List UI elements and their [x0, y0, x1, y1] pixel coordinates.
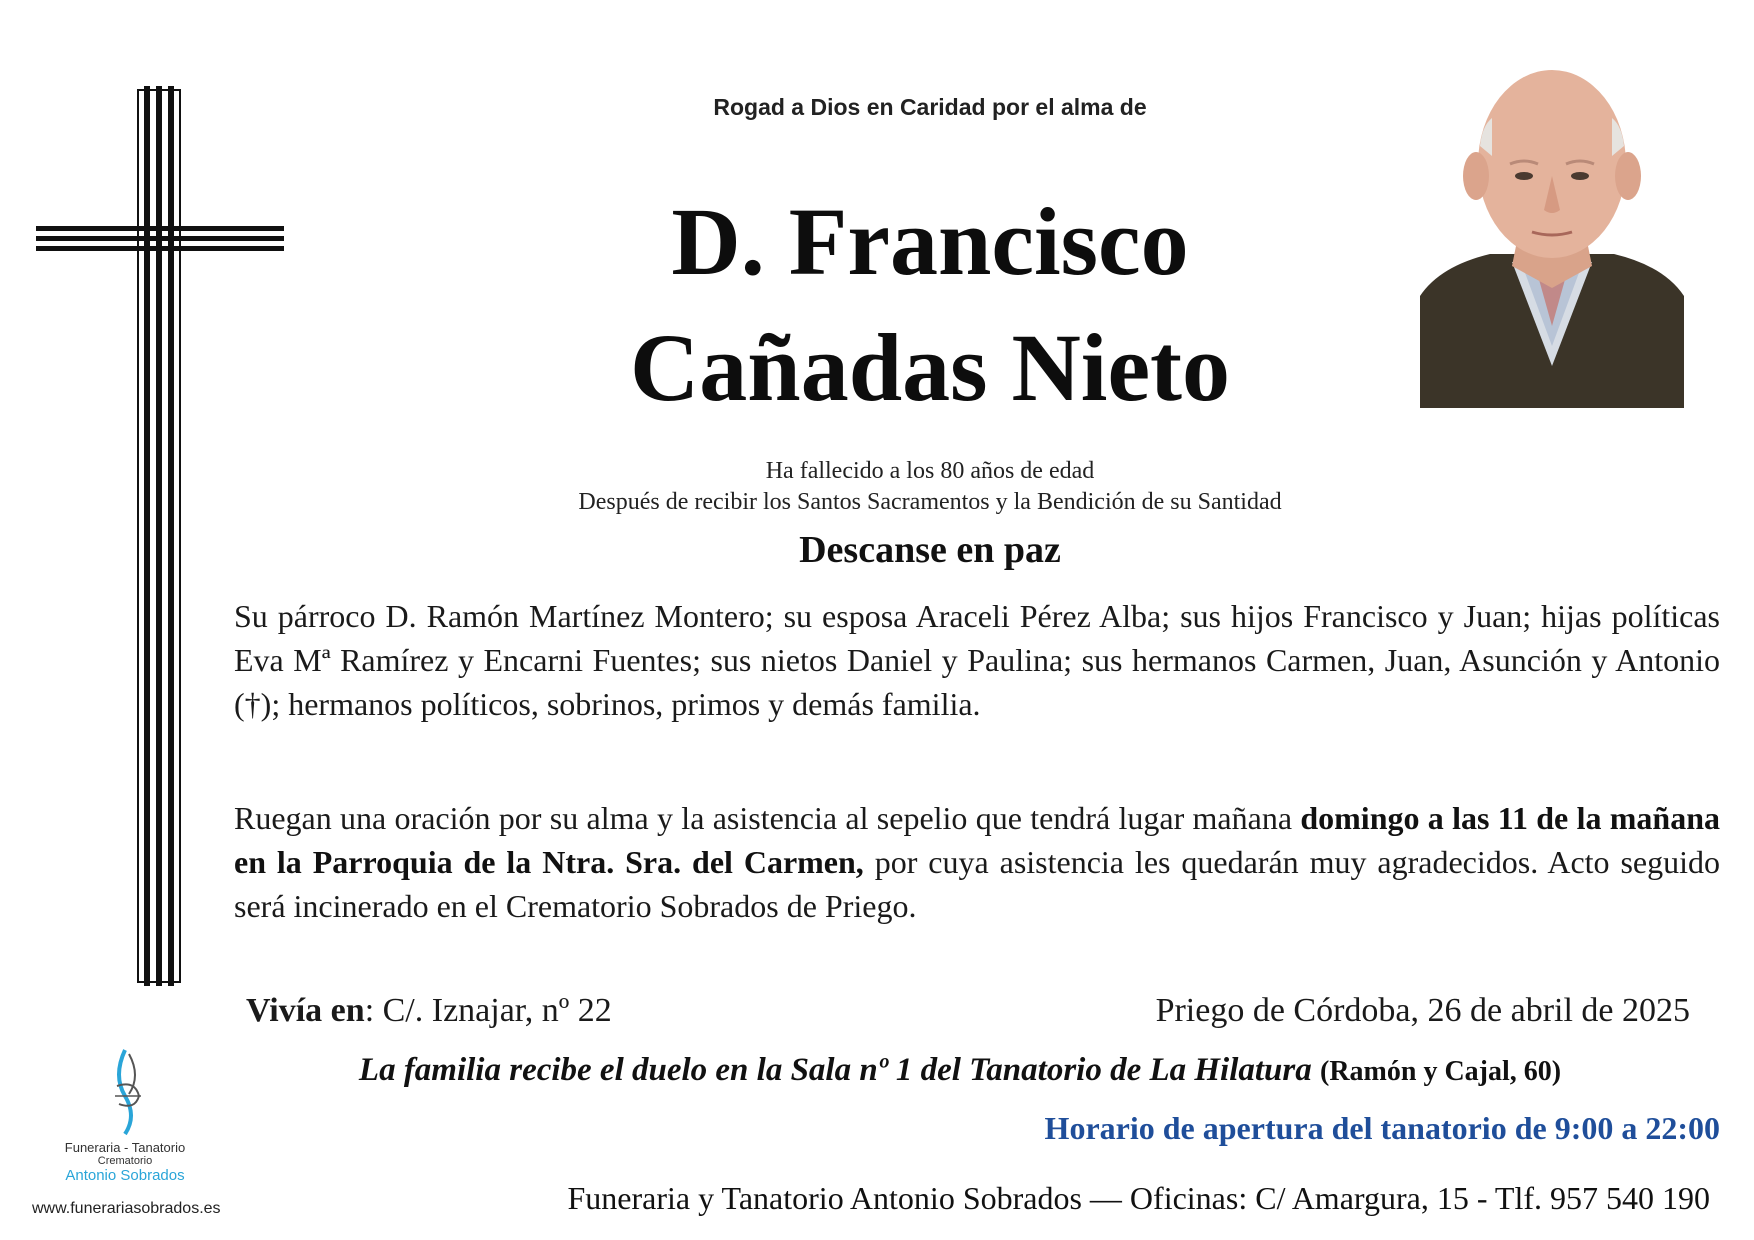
- logo-line3: Antonio Sobrados: [65, 1167, 185, 1184]
- wake-address: (Ramón y Cajal, 60): [1320, 1056, 1562, 1087]
- wake-text: La familia recibe el duelo en la Sala nº 1 del Tanatorio de La Hilatura: [358, 1052, 1312, 1088]
- opening-hours: Horario de apertura del tanatorio de 9:00 a 22:00: [1044, 1110, 1720, 1146]
- logo-line1: Funeraria - Tanatorio: [64, 1140, 186, 1155]
- residence-line: [246, 992, 612, 1030]
- service-time-place: domingo a las 11 de la mañana en la Parroquia de la Ntra. Sra. del Carmen,: [234, 800, 1721, 880]
- residence-value: : C/. Iznajar, nº 22: [364, 992, 612, 1029]
- service-paragraph: [234, 796, 1720, 928]
- footer-contact: Funeraria y Tanatorio Antonio Sobrados — Oficinas: C/ Amargura, 15 - Tlf. 957 540 190: [567, 1180, 1710, 1216]
- age-line: Ha fallecido a los 80 años de edad: [765, 458, 1095, 484]
- wake-line: [220, 1052, 1700, 1089]
- place-date: Priego de Córdoba, 26 de abril de 2025: [1155, 992, 1690, 1029]
- prayer-line: Rogad a Dios en Caridad por el alma de: [713, 94, 1147, 120]
- website-url: www.funerariasobrados.es: [32, 1200, 221, 1217]
- family-paragraph: Su párroco D. Ramón Martínez Montero; su esposa Araceli Pérez Alba; sus hijos Francisco y Juan; hijas políticas Eva Mª Ramírez y Encarni Fuentes; sus nietos Daniel y Paulina; sus hermanos Carmen, Juan, Asunción y Antonio (†); hermanos políticos, sobrinos, primos y demás familia.: [234, 598, 1720, 722]
- service-text-end: por cuya asistencia les quedarán muy agradecidos. Acto seguido será incinerado en el Crematorio Sobrados de Priego.: [234, 844, 1721, 924]
- logo-line2: Crematorio: [97, 1155, 153, 1167]
- deceased-portrait: [1420, 26, 1684, 408]
- sacraments-line: Después de recibir los Santos Sacramentos y la Bendición de su Santidad: [578, 489, 1282, 515]
- residence-label: Vivía en: [246, 992, 365, 1029]
- deceased-name-line2: Cañadas Nieto: [629, 314, 1231, 421]
- deceased-name-line1: D. Francisco: [671, 188, 1189, 295]
- funeral-home-logo: [20, 1046, 230, 1186]
- funeral-home-logo-icon: [95, 1046, 155, 1138]
- service-text-start: Ruegan una oración por su alma y la asistencia al sepelio que tendrá lugar mañana: [234, 800, 1301, 836]
- rest-in-peace: Descanse en paz: [799, 529, 1061, 571]
